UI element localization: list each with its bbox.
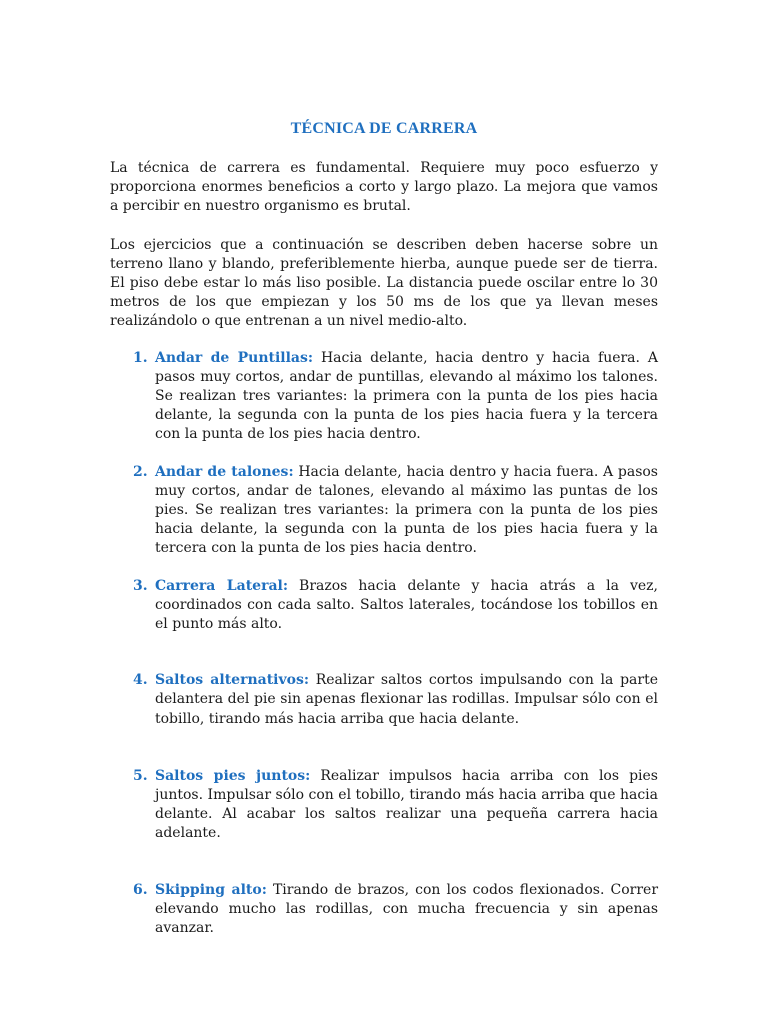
document-title: TÉCNICA DE CARRERA xyxy=(290,120,478,137)
document-page xyxy=(110,119,658,938)
terrain-paragraph: Los ejercicios que a continuación se describen deben hacerse sobre un terreno llano y blando, preferiblemente hierba, aunque puede ser de tierra. El piso debe estar lo más liso posible. La distancia puede oscilar entre lo 30 metros de los que empiezan y los 50 ms de los que ya llevan meses realizándolo o que entrenan a un nivel medio-alto. xyxy=(110,236,658,330)
list-item xyxy=(110,767,658,844)
item-text: Realizar saltos cortos impulsando con la parte delantera del pie sin apenas flexionar las rodillas. Impulsar sólo con el tobillo, tirando más hacia arriba que hacia delante. xyxy=(155,672,658,727)
item-term: Saltos pies juntos: xyxy=(155,767,311,784)
list-item xyxy=(110,881,658,939)
list-item xyxy=(110,349,658,445)
list-item xyxy=(110,671,658,729)
item-number: 5. xyxy=(133,767,148,784)
item-number: 1. xyxy=(133,349,148,366)
item-term: Carrera Lateral: xyxy=(155,577,289,594)
intro-paragraph: La técnica de carrera es fundamental. Requiere muy poco esfuerzo y proporciona enormes beneficios a corto y largo plazo. La mejora que vamos a percibir en nuestro organismo es brutal. xyxy=(110,160,658,215)
item-text: Hacia delante, hacia dentro y hacia fuera. A pasos muy cortos, andar de puntillas, elevando al máximo los talones. Se realizan tres variantes: la primera con la punta de los pies hacia delante, la segunda con la punta de los pies hacia fuera y la tercera con la punta de los pies hacia dentro. xyxy=(155,349,658,443)
exercise-list xyxy=(110,349,658,939)
item-term: Andar de Puntillas: xyxy=(155,349,314,366)
item-number: 2. xyxy=(133,463,148,480)
item-text: Hacia delante, hacia dentro y hacia fuera. A pasos muy cortos, andar de talones, elevando al máximo las puntas de los pies. Se realizan tres variantes: la primera con la punta de los pies hacia delante, la segunda con la punta de los pies hacia fuera y la tercera con la punta de los pies hacia dentro. xyxy=(155,463,658,557)
item-text: Brazos hacia delante y hacia atrás a la vez, coordinados con cada salto. Saltos laterales, tocándose los tobillos en el punto más alto. xyxy=(155,577,658,633)
item-number: 4. xyxy=(133,672,148,689)
list-item xyxy=(110,463,658,559)
item-term: Skipping alto: xyxy=(155,881,267,898)
item-number: 6. xyxy=(133,881,148,898)
item-text: Tirando de brazos, con los codos flexionados. Correr elevando mucho las rodillas, con mucha frecuencia y sin apenas avanzar. xyxy=(155,881,659,937)
item-number: 3. xyxy=(133,577,148,594)
list-item xyxy=(110,577,658,635)
item-term: Saltos alternativos: xyxy=(155,672,309,689)
item-term: Andar de talones: xyxy=(155,463,294,480)
item-text: Realizar impulsos hacia arriba con los pies juntos. Impulsar sólo con el tobillo, tirando más hacia arriba que hacia delante. Al acabar los saltos realizar una pequeña carrera hacia adelante. xyxy=(155,767,658,842)
